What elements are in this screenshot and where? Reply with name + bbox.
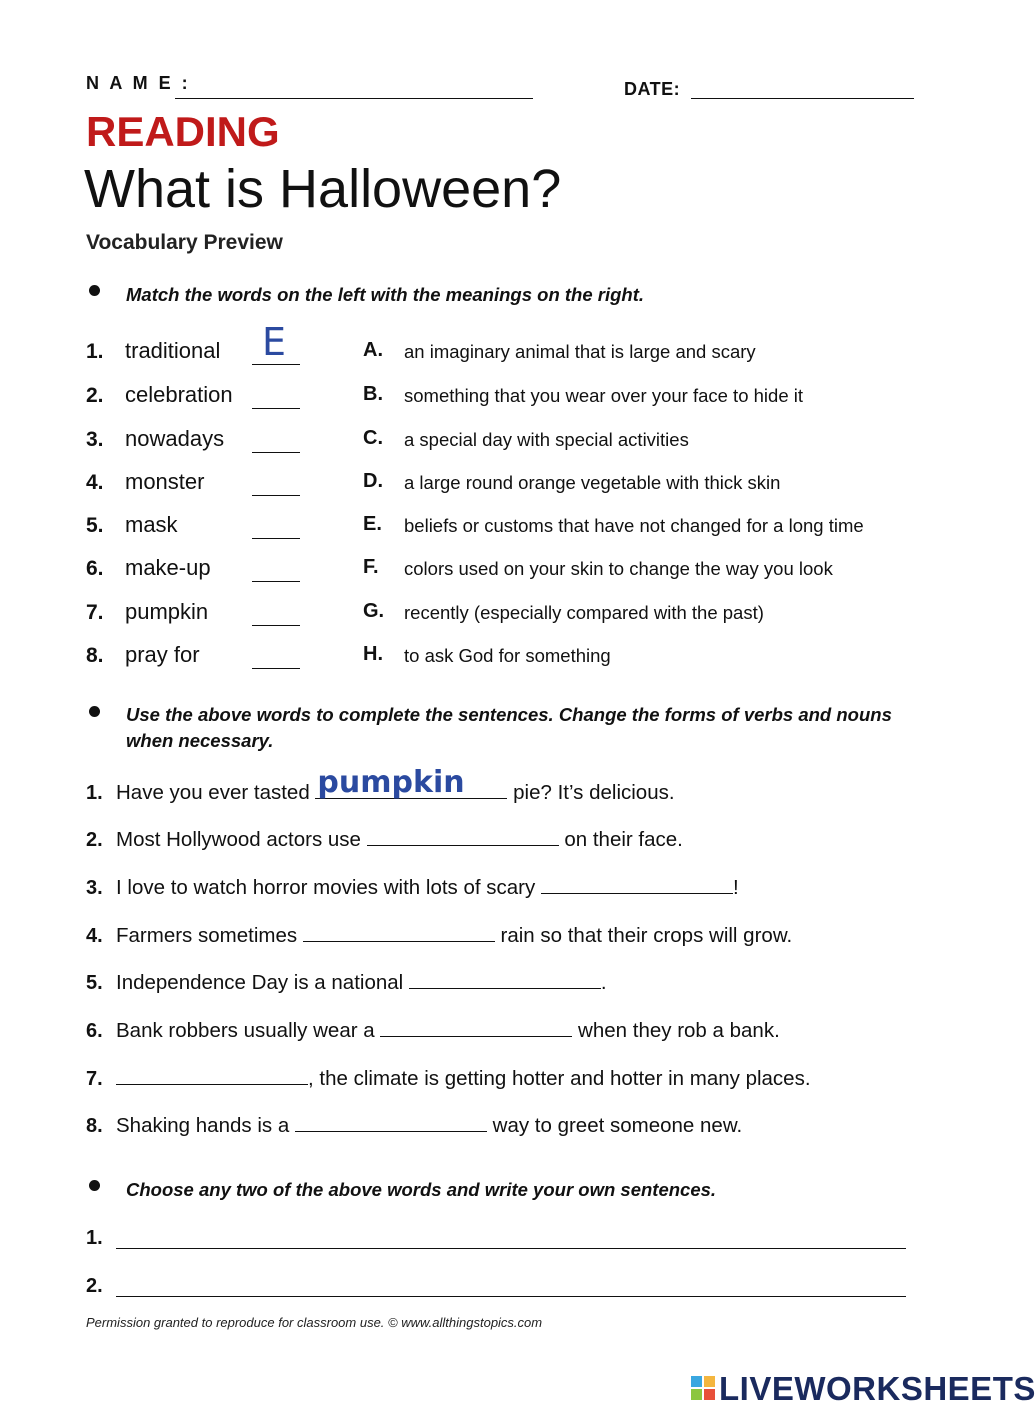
- item-number: 8.: [86, 644, 104, 667]
- sentence-end: .: [600, 971, 607, 994]
- handwritten-answer: pumpkin: [317, 765, 465, 800]
- sentence: [116, 924, 792, 948]
- item-number: 1.: [86, 340, 104, 363]
- sentence-answer-field[interactable]: [116, 1068, 308, 1085]
- match-answer-field[interactable]: [252, 581, 300, 582]
- brand-logo: [691, 1376, 715, 1400]
- item-number: 6.: [86, 1020, 103, 1042]
- sentence: [116, 1067, 811, 1091]
- meaning-letter: C.: [363, 427, 383, 449]
- vocab-word: traditional: [125, 338, 221, 363]
- item-number: 1.: [86, 782, 103, 804]
- sentence-end: on their face.: [558, 828, 683, 851]
- item-number: 6.: [86, 557, 104, 580]
- meaning-text: something that you wear over your face to hide it: [404, 385, 803, 406]
- sentence-answer-field[interactable]: [380, 1020, 572, 1037]
- item-number: 3.: [86, 428, 104, 451]
- sentence: [116, 971, 607, 995]
- logo-square-icon: [704, 1376, 715, 1387]
- sentence-answer-field[interactable]: [409, 972, 601, 989]
- meaning-letter: H.: [363, 643, 383, 665]
- sentence-end: rain so that their crops will grow.: [494, 924, 793, 947]
- sentence-start: Shaking hands is a: [116, 1114, 295, 1137]
- completion-instruction: Use the above words to complete the sentences. Change the forms of verbs and nouns when necessary.: [126, 704, 892, 751]
- vocab-word: pumpkin: [125, 599, 209, 624]
- match-answer-field[interactable]: [252, 538, 300, 539]
- name-field[interactable]: [175, 98, 533, 99]
- meaning-text: to ask God for something: [404, 645, 611, 666]
- meaning-text: recently (especially compared with the past): [404, 602, 764, 623]
- item-number: 1.: [86, 1227, 103, 1249]
- item-number: 2.: [86, 1275, 103, 1297]
- sentence-writing-field[interactable]: [116, 1248, 906, 1249]
- vocab-word: nowadays: [125, 426, 225, 451]
- item-number: 2.: [86, 384, 104, 407]
- meaning-letter: F.: [363, 556, 379, 578]
- name-label: N A M E :: [86, 73, 191, 93]
- meaning-text: colors used on your skin to change the way you look: [404, 558, 833, 579]
- item-number: 5.: [86, 514, 104, 537]
- item-number: 3.: [86, 877, 103, 899]
- sentence-start: Bank robbers usually wear a: [116, 1019, 381, 1042]
- sentence: [116, 1114, 742, 1138]
- sentence-writing-field[interactable]: [116, 1296, 906, 1297]
- match-answer-field[interactable]: [252, 495, 300, 496]
- sentence-end: , the climate is getting hotter and hotter in many places.: [308, 1067, 811, 1090]
- matching-instruction: Match the words on the left with the meanings on the right.: [126, 284, 645, 305]
- vocab-word: celebration: [125, 382, 233, 407]
- sentence-start: Farmers sometimes: [116, 924, 303, 947]
- bullet: [89, 706, 100, 717]
- vocab-word: make-up: [125, 555, 211, 580]
- item-number: 7.: [86, 601, 104, 624]
- meaning-text: beliefs or customs that have not changed for a long time: [404, 515, 864, 536]
- sentence-start: Have you ever tasted: [116, 781, 316, 804]
- footer-credit: Permission granted to reproduce for classroom use. © www.allthingstopics.com: [86, 1315, 543, 1330]
- section-label: READING: [86, 108, 280, 155]
- sentence-start: Independence Day is a national: [116, 971, 409, 994]
- page-title: What is Halloween?: [84, 159, 562, 219]
- meaning-letter: A.: [363, 339, 383, 361]
- meaning-letter: E.: [363, 513, 382, 535]
- sentence-end: !: [732, 876, 739, 899]
- item-number: 7.: [86, 1068, 103, 1090]
- logo-square-icon: [704, 1389, 715, 1400]
- sentence-end: when they rob a bank.: [572, 1019, 780, 1042]
- sentence-end: pie? It’s delicious.: [507, 781, 675, 804]
- bullet: [89, 1180, 100, 1191]
- writing-instruction: Choose any two of the above words and write your own sentences.: [126, 1179, 717, 1200]
- brand-name: LIVEWORKSHEETS: [719, 1370, 1036, 1407]
- sentence-answer-field[interactable]: [541, 877, 733, 894]
- match-answer-field[interactable]: [252, 625, 300, 626]
- sentence-start: I love to watch horror movies with lots of scary: [116, 876, 541, 899]
- sentence-answer-field[interactable]: [315, 765, 507, 800]
- meaning-letter: D.: [363, 470, 383, 492]
- sentence-answer-field[interactable]: [303, 925, 495, 942]
- vocab-word: mask: [125, 512, 178, 537]
- match-answer-field[interactable]: [252, 408, 300, 409]
- handwritten-answer: E: [262, 320, 287, 364]
- match-answer-field[interactable]: [252, 364, 300, 365]
- item-number: 5.: [86, 972, 103, 994]
- logo-square-icon: [691, 1376, 702, 1387]
- sentence: [116, 765, 675, 805]
- sentence-answer-field[interactable]: [367, 829, 559, 846]
- meaning-text: a special day with special activities: [404, 429, 689, 450]
- sentence-end: way to greet someone new.: [486, 1114, 743, 1137]
- match-answer-field[interactable]: [252, 452, 300, 453]
- vocab-word: pray for: [125, 642, 200, 667]
- bullet: [89, 285, 100, 296]
- date-label: DATE:: [624, 79, 681, 99]
- item-number: 4.: [86, 471, 104, 494]
- meaning-letter: G.: [363, 600, 385, 622]
- meaning-text: a large round orange vegetable with thick skin: [404, 472, 781, 493]
- subtitle: Vocabulary Preview: [86, 231, 283, 254]
- item-number: 4.: [86, 925, 103, 947]
- item-number: 8.: [86, 1115, 103, 1137]
- match-answer-field[interactable]: [252, 668, 300, 669]
- date-field[interactable]: [691, 98, 914, 99]
- vocab-word: monster: [125, 469, 205, 494]
- meaning-letter: B.: [363, 383, 383, 405]
- item-number: 2.: [86, 829, 103, 851]
- logo-square-icon: [691, 1389, 702, 1400]
- meaning-text: an imaginary animal that is large and scary: [404, 341, 756, 362]
- sentence: [116, 876, 739, 900]
- sentence: [116, 828, 683, 852]
- sentence-start: Most Hollywood actors use: [116, 828, 367, 851]
- sentence: [116, 1019, 780, 1043]
- sentence-answer-field[interactable]: [295, 1115, 487, 1132]
